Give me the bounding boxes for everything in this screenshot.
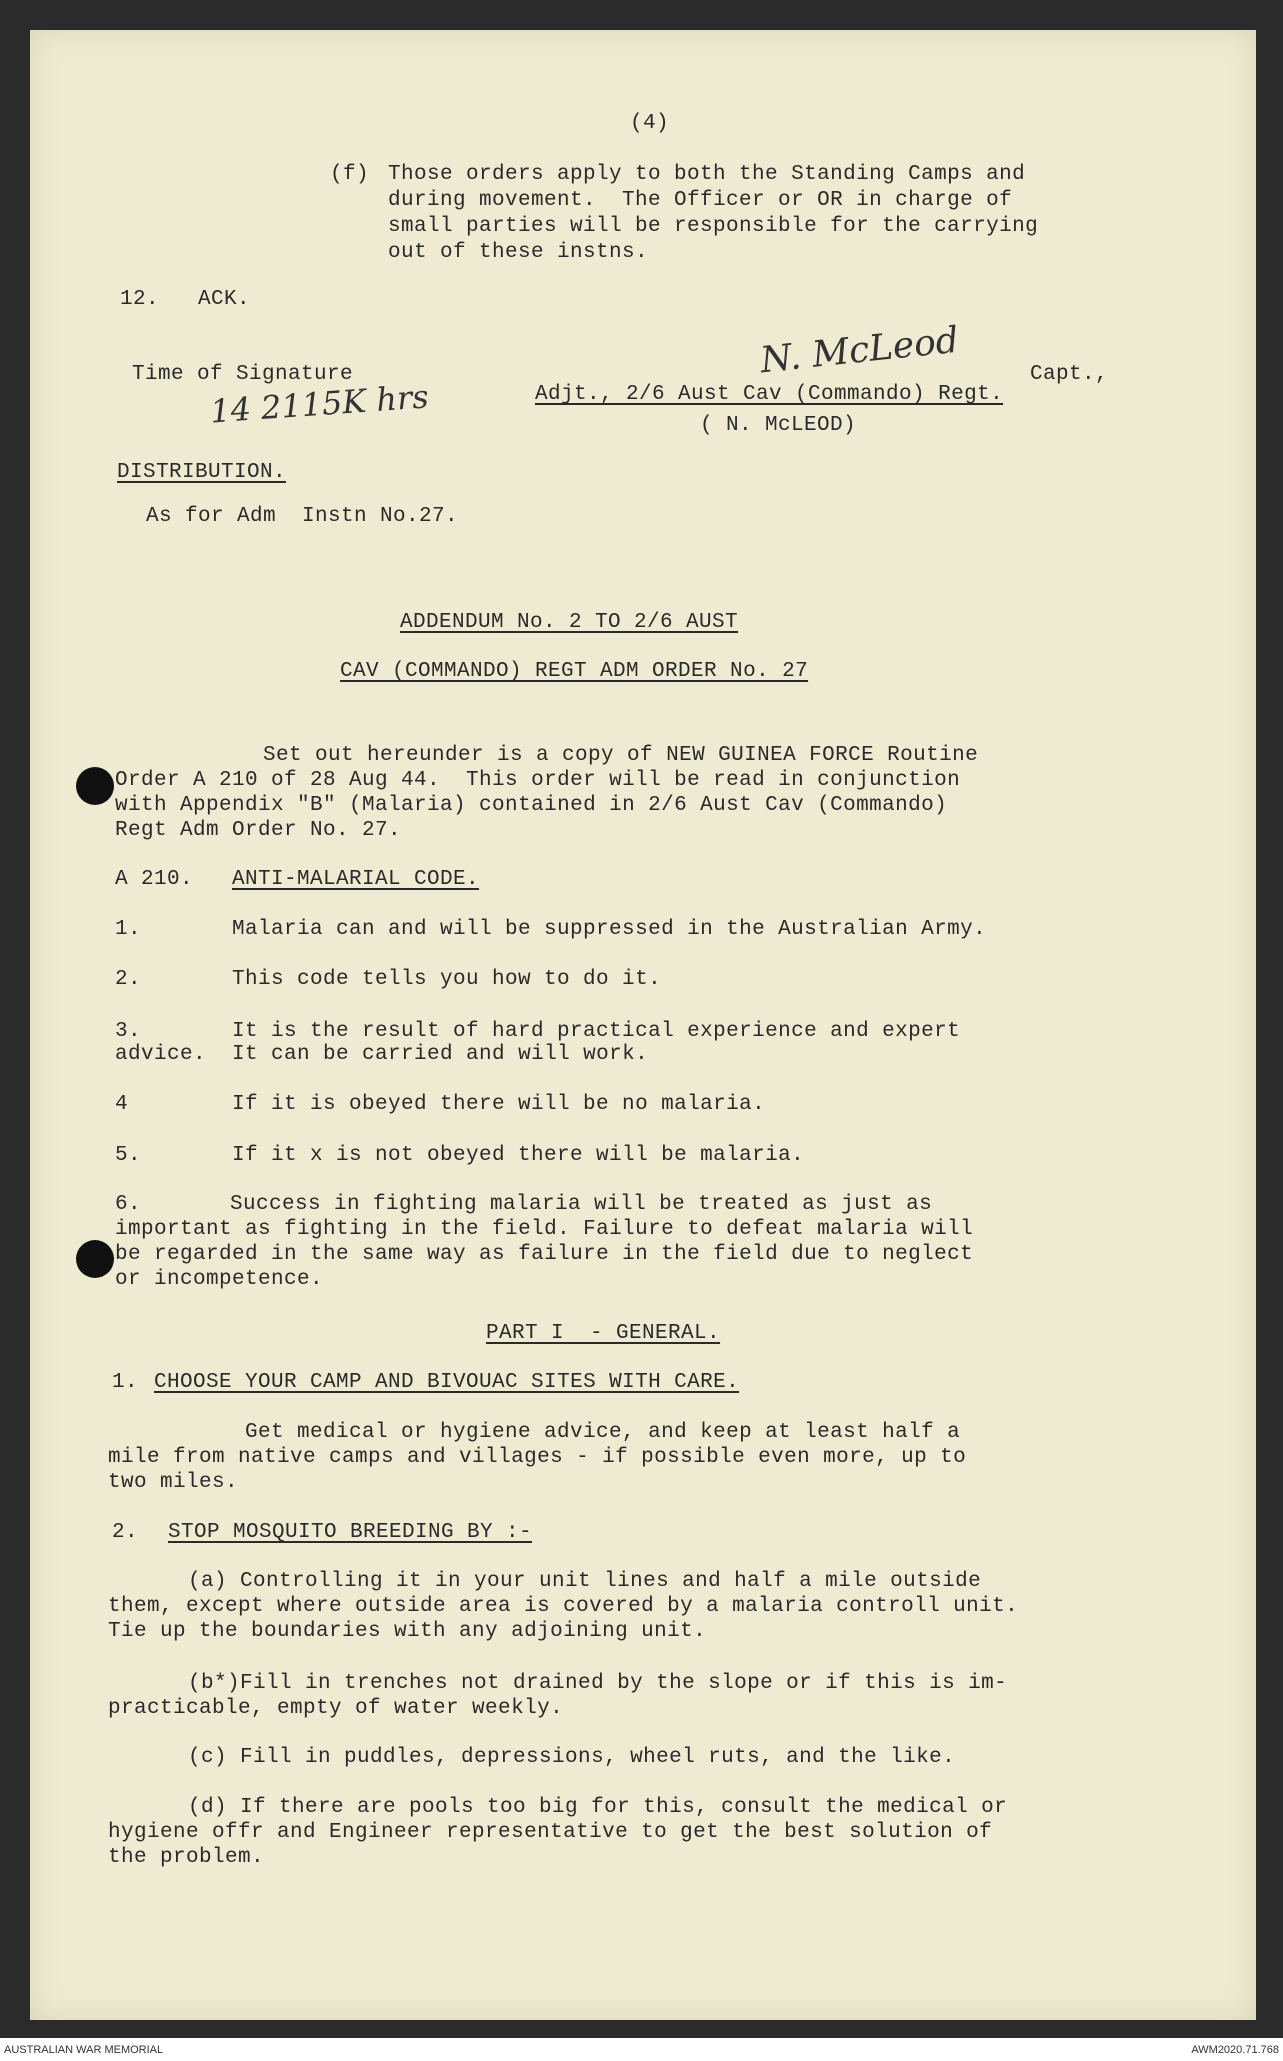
distribution-text: As for Adm Instn No.27. (146, 505, 459, 528)
distribution-heading: DISTRIBUTION. (117, 461, 287, 484)
item-f-line: during movement. The Officer or OR in charge of (388, 189, 1013, 212)
addendum-title: CAV (COMMANDO) REGT ADM ORDER No. 27 (340, 660, 809, 683)
subsection-line: (d) If there are pools too big for this, consult the medical or (188, 1796, 1008, 1819)
section-line: Get medical or hygiene advice, and keep at least half a (245, 1421, 961, 1444)
signatory-name: ( N. McLEOD) (700, 414, 857, 437)
subsection-line: practicable, empty of water weekly. (108, 1697, 564, 1720)
punch-hole-bottom (76, 1240, 114, 1278)
code-item-text: If it is obeyed there will be no malaria. (232, 1093, 766, 1116)
time-of-signature-label: Time of Signature (132, 363, 354, 386)
handwritten-signature: N. McLeod (758, 319, 961, 382)
addendum-intro-line: Regt Adm Order No. 27. (115, 819, 402, 842)
section-line: mile from native camps and villages - if possible even more, up to (108, 1446, 967, 1469)
code-item-text: Success in fighting malaria will be treated as just as (230, 1193, 933, 1216)
code-item-text: important as fighting in the field. Failure to defeat malaria will (115, 1218, 974, 1241)
code-item-number: 2. (115, 968, 142, 991)
code-item-text: be regarded in the same way as failure in the field due to neglect (115, 1243, 974, 1266)
addendum-intro-line: Order A 210 of 28 Aug 44. This order will be read in conjunction (115, 769, 961, 792)
subsection-line: them, except where outside area is covered by a malaria controll unit. (108, 1595, 1019, 1618)
code-item-number: 6. (115, 1193, 142, 1216)
section-title: STOP MOSQUITO BREEDING BY :- (168, 1521, 533, 1544)
item-f-line: out of these instns. (388, 241, 649, 264)
item-f-line: small parties will be responsible for the carrying (388, 215, 1039, 238)
code-number: A 210. (115, 868, 194, 891)
code-item-text: Malaria can and will be suppressed in the Australian Army. (232, 918, 987, 941)
subsection-line: (a) Controlling it in your unit lines and half a mile outside (188, 1570, 982, 1593)
subsection-line: (b*)Fill in trenches not drained by the slope or if this is im- (188, 1672, 1008, 1695)
time-of-signature-value: 14 2115K hrs (208, 377, 430, 431)
subsection-line: hygiene offr and Engineer representative to get the best solution of (108, 1821, 993, 1844)
addendum-intro-line: with Appendix "B" (Malaria) contained in 2/6 Aust Cav (Commando) (115, 794, 948, 817)
code-item-text: advice. It can be carried and will work. (115, 1043, 649, 1066)
code-item-text: If it x is not obeyed there will be malaria. (232, 1144, 805, 1167)
code-item-text: or incompetence. (115, 1268, 324, 1291)
section-title: CHOOSE YOUR CAMP AND BIVOUAC SITES WITH CARE. (154, 1371, 740, 1394)
code-item-text: It is the result of hard practical experience and expert (232, 1020, 961, 1043)
item-f-label: (f) (330, 163, 370, 186)
appointment: Adjt., 2/6 Aust Cav (Commando) Regt. (535, 383, 1004, 406)
section-line: two miles. (108, 1471, 239, 1494)
ack-line: 12. ACK. (120, 288, 251, 311)
code-item-text: This code tells you how to do it. (232, 968, 662, 991)
punch-hole-top (76, 767, 114, 805)
page-number: (4) (630, 112, 670, 135)
addendum-title: ADDENDUM No. 2 TO 2/6 AUST (400, 611, 739, 634)
item-f-line: Those orders apply to both the Standing Camps and (388, 163, 1026, 186)
code-title: ANTI-MALARIAL CODE. (232, 868, 480, 891)
addendum-intro-line: Set out hereunder is a copy of NEW GUINEA FORCE Routine (263, 744, 979, 767)
subsection-line: the problem. (108, 1846, 265, 1869)
footer-source: AUSTRALIAN WAR MEMORIAL (4, 2044, 164, 2056)
section-number: 1. (112, 1371, 139, 1394)
rank: Capt., (1030, 363, 1109, 386)
footer-reference: AWM2020.71.768 (1191, 2044, 1279, 2056)
subsection-line: Tie up the boundaries with any adjoining unit. (108, 1620, 707, 1643)
subsection-line: (c) Fill in puddles, depressions, wheel ruts, and the like. (188, 1746, 956, 1769)
code-item-number: 4 (115, 1093, 129, 1116)
part1-heading: PART I - GENERAL. (486, 1322, 721, 1345)
code-item-number: 5. (115, 1144, 142, 1167)
code-item-number: 1. (115, 918, 142, 941)
archive-footer (0, 2038, 1283, 2061)
section-number: 2. (112, 1521, 139, 1544)
code-item-number: 3. (115, 1020, 142, 1043)
